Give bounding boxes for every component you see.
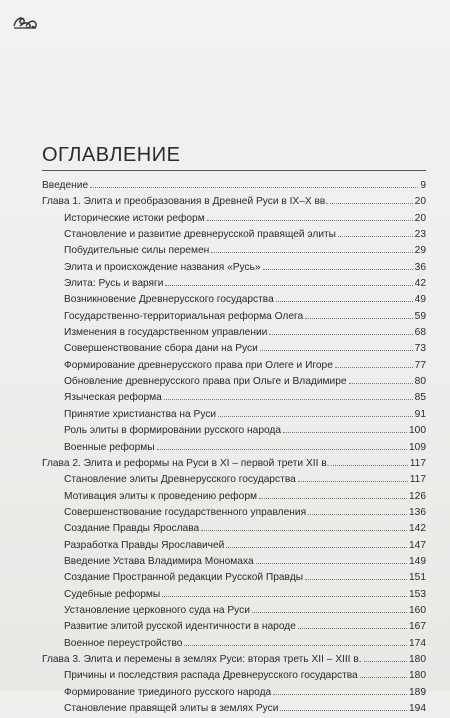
dot-leader xyxy=(305,309,413,319)
dot-leader xyxy=(259,489,407,499)
toc-entry-title: Становление правящей элиты в землях Руси xyxy=(64,703,279,714)
dot-leader xyxy=(252,603,407,613)
toc-chapter xyxy=(42,652,426,668)
toc-entry-title: Совершенствование государственного управления xyxy=(64,506,307,518)
toc-entry-title: Государственно-территориальная реформа Олега xyxy=(64,310,304,322)
toc-entry xyxy=(42,423,426,439)
dot-leader xyxy=(165,276,412,286)
toc-entry-page: 149 xyxy=(409,555,426,567)
dot-leader xyxy=(269,325,412,335)
dot-leader xyxy=(283,423,407,433)
toc-entry-page: 194 xyxy=(409,703,426,714)
dot-leader xyxy=(360,668,407,678)
dot-leader xyxy=(331,456,407,466)
toc-chapter xyxy=(42,194,426,210)
toc-entry-title: Формирование древнерусского права при Олеге и Игоре xyxy=(64,359,333,371)
toc-entry-page: 174 xyxy=(409,637,426,649)
toc-entry-page: 91 xyxy=(414,408,426,420)
toc-entry-title: Элита: Русь и варяги xyxy=(64,278,164,290)
toc-entry-page: 151 xyxy=(409,572,426,584)
dot-leader xyxy=(90,178,418,188)
toc-entry xyxy=(42,505,426,521)
toc-entry-title: Глава 2. Элита и реформы на Руси в XI – первой трети XII в. xyxy=(42,457,330,469)
toc-entry xyxy=(42,341,426,357)
toc-entry-title: Создание Пространной редакции Русской Правды xyxy=(64,572,304,584)
toc-entry xyxy=(42,276,426,292)
dot-leader xyxy=(260,341,413,351)
toc-entry-page: 142 xyxy=(409,523,426,535)
toc-entry-title: Введение xyxy=(42,180,89,191)
dot-leader xyxy=(330,194,412,204)
toc-entry xyxy=(42,390,426,406)
toc-entry-page: 80 xyxy=(414,376,426,388)
toc-entry-title: Установление церковного суда на Руси xyxy=(64,604,250,616)
toc-entry-page: 180 xyxy=(409,653,426,665)
toc-entry xyxy=(42,407,426,423)
dot-leader xyxy=(338,227,413,237)
toc-entry xyxy=(42,554,426,570)
toc-entry-title: Развитие элитой русской идентичности в народе xyxy=(64,621,296,633)
dot-leader xyxy=(349,374,413,384)
dot-leader xyxy=(305,570,407,580)
dot-leader xyxy=(298,472,408,482)
dot-leader xyxy=(308,505,407,515)
dot-leader xyxy=(335,358,413,368)
toc-entry xyxy=(42,489,426,505)
toc-entry-title: Создание Правды Ярослава xyxy=(64,523,200,535)
toc-entry-page: 73 xyxy=(414,343,426,355)
toc-entry xyxy=(42,260,426,276)
toc-entry xyxy=(42,358,426,374)
toc-entry xyxy=(42,292,426,308)
toc-entry-title: Введение Устава Владимира Мономаха xyxy=(64,555,254,567)
dot-leader xyxy=(218,407,413,417)
toc-entry-page: 85 xyxy=(414,392,426,404)
dot-leader xyxy=(157,440,407,450)
toc-entry xyxy=(42,243,426,259)
toc-entry-title: Мотивация элиты к проведению реформ xyxy=(64,490,257,502)
toc-entry-page: 153 xyxy=(409,588,426,600)
toc-entry-title: Военные реформы xyxy=(64,441,155,453)
toc-entry xyxy=(42,570,426,586)
dot-leader xyxy=(211,243,412,253)
toc-entry-page: 59 xyxy=(414,310,426,322)
toc-entry-title: Становление элиты Древнерусского государства xyxy=(64,474,296,486)
toc-entry-title: Изменения в государственном управлении xyxy=(64,327,268,339)
toc-entry xyxy=(42,668,426,684)
toc-entry xyxy=(42,309,426,325)
toc-entry-page: 20 xyxy=(414,196,426,208)
title-divider xyxy=(42,170,426,171)
dot-leader xyxy=(280,701,407,711)
dot-leader xyxy=(276,292,413,302)
toc-entry-title: Исторические истоки реформ xyxy=(64,212,205,224)
toc-entry xyxy=(42,685,426,701)
toc-entry-title: Глава 1. Элита и преобразования в Древней Руси в IX–X вв. xyxy=(42,196,329,208)
toc-entry-title: Роль элиты в формировании русского народа xyxy=(64,425,282,437)
toc-entry-title: Принятие христианства на Руси xyxy=(64,408,217,420)
toc-entry xyxy=(42,619,426,635)
toc-entry xyxy=(42,538,426,554)
toc-entry-page: 147 xyxy=(409,539,426,551)
toc-entry xyxy=(42,636,426,652)
toc-entry xyxy=(42,587,426,603)
toc-entry-page: 42 xyxy=(414,278,426,290)
toc-entry-page: 160 xyxy=(409,604,426,616)
toc-entry-page: 29 xyxy=(414,245,426,257)
toc-entry-page: 189 xyxy=(409,686,426,698)
toc-entry xyxy=(42,211,426,227)
toc-entry-title: Совершенствование сбора дани на Руси xyxy=(64,343,258,355)
toc-entry-page: 20 xyxy=(414,212,426,224)
toc-entry-title: Побудительные силы перемен xyxy=(64,245,210,257)
toc-entry-page: 117 xyxy=(409,474,426,486)
toc-entry-title: Разработка Правды Ярославичей xyxy=(64,539,225,551)
toc-entry-page: 77 xyxy=(414,359,426,371)
toc-entry-title: Становление и развитие древнерусской правящей элиты xyxy=(64,229,337,241)
toc-entry xyxy=(42,374,426,390)
dot-leader xyxy=(226,538,407,548)
toc-entry-page: 49 xyxy=(414,294,426,306)
dot-leader xyxy=(162,587,407,597)
toc-entry-title: Причины и последствия распада Древнерусского государства xyxy=(64,670,358,682)
toc-entry-page: 167 xyxy=(409,621,426,633)
toc-entry-page: 117 xyxy=(409,457,426,469)
toc-entry xyxy=(42,440,426,456)
toc-entry-page: 68 xyxy=(414,327,426,339)
toc-entry-title: Формирование триединого русского народа xyxy=(64,686,272,698)
dot-leader xyxy=(207,211,413,221)
toc-entry-title: Глава 3. Элита и перемены в землях Руси: вторая треть XII – XIII в. xyxy=(42,653,362,665)
toc-entry-page: 23 xyxy=(414,229,426,241)
toc-entry-page: 100 xyxy=(409,425,426,437)
dot-leader xyxy=(273,685,407,695)
toc-chapter xyxy=(42,456,426,472)
toc-entry-title: Военное переустройство xyxy=(64,637,183,649)
toc-entry-page: 36 xyxy=(414,261,426,273)
table-of-contents xyxy=(42,178,426,717)
toc-entry-title: Элита и происхождение названия «Русь» xyxy=(64,261,261,273)
ornament-logo-icon xyxy=(12,10,38,32)
dot-leader xyxy=(164,390,413,400)
dot-leader xyxy=(298,619,407,629)
toc-entry xyxy=(42,603,426,619)
dot-leader xyxy=(184,636,407,646)
toc-entry-title: Возникновение Древнерусского государства xyxy=(64,294,274,306)
toc-entry-title: Обновление древнерусского права при Ольге и Владимире xyxy=(64,376,347,388)
toc-entry xyxy=(42,701,426,717)
toc-entry-page: 126 xyxy=(409,490,426,502)
dot-leader xyxy=(256,554,407,564)
toc-entry-page: 136 xyxy=(409,506,426,518)
toc-entry xyxy=(42,325,426,341)
toc-entry xyxy=(42,472,426,488)
page-title: ОГЛАВЛЕНИЕ xyxy=(42,144,181,166)
toc-entry xyxy=(42,227,426,243)
toc-chapter xyxy=(42,178,426,194)
toc-entry-page: 9 xyxy=(420,180,426,191)
dot-leader xyxy=(364,652,407,662)
toc-entry-title: Судебные реформы xyxy=(64,588,161,600)
toc-entry-title: Языческая реформа xyxy=(64,392,162,404)
toc-entry xyxy=(42,521,426,537)
toc-entry-page: 180 xyxy=(409,670,426,682)
dot-leader xyxy=(263,260,413,270)
dot-leader xyxy=(201,521,407,531)
toc-entry-page: 109 xyxy=(409,441,426,453)
